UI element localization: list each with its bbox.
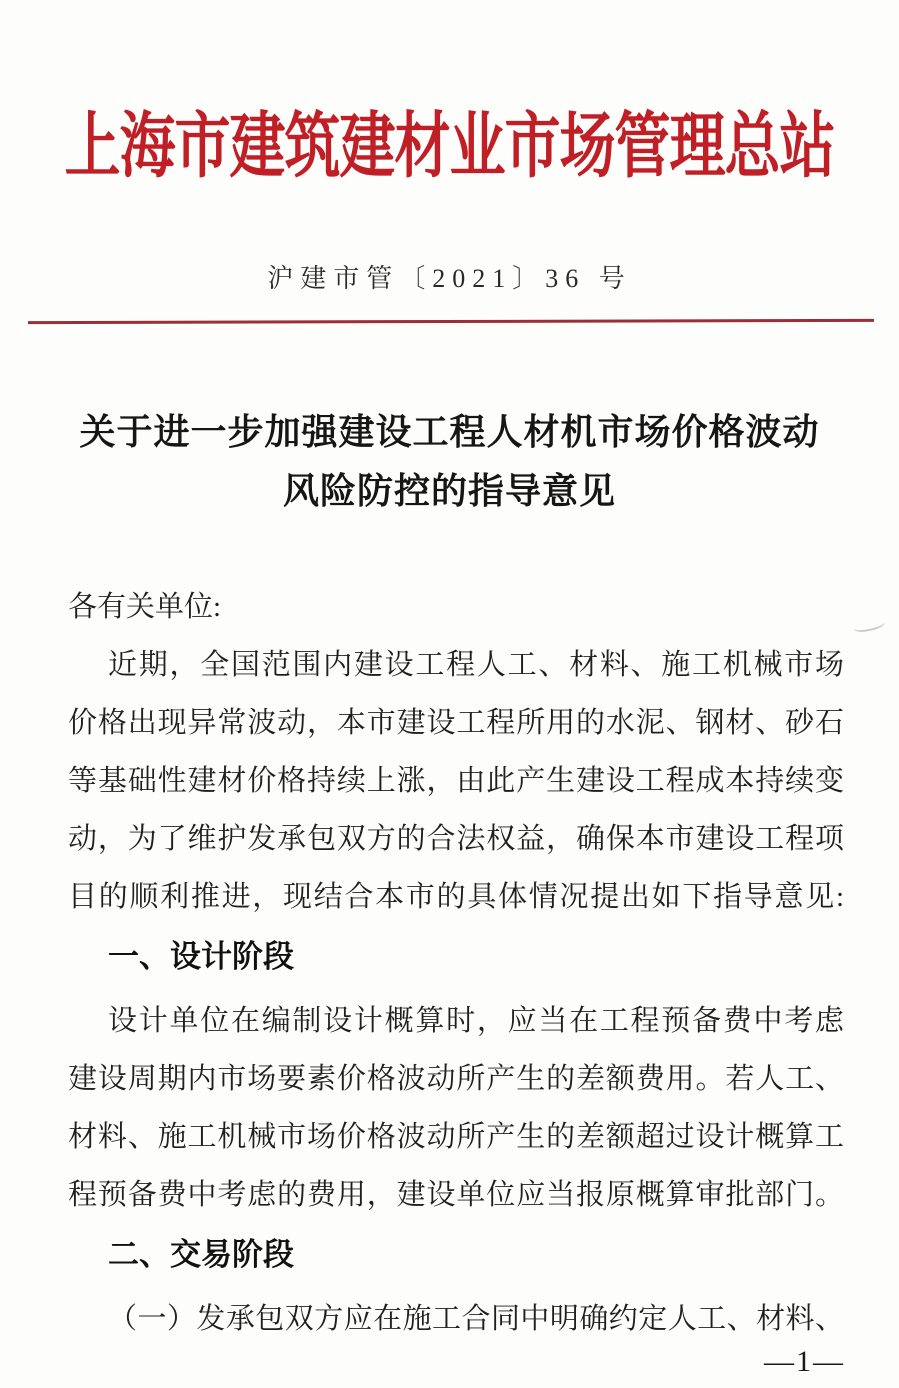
body-line: 建设周期内市场要素价格波动所产生的差额费用。若人工、 — [68, 1063, 844, 1095]
body-line: 材料、施工机械市场价格波动所产生的差额超过设计概算工 — [68, 1121, 844, 1153]
body-line: 设计单位在编制设计概算时，应当在工程预备费中考虑 — [108, 1005, 844, 1037]
document-number: 沪建市管〔2021〕36 号 — [267, 264, 632, 293]
scan-artifact-mark — [852, 617, 886, 634]
body-line: 近期，全国范围内建设工程人工、材料、施工机械市场 — [108, 649, 844, 681]
salutation-line: 各有关单位: — [68, 591, 222, 623]
document-title — [0, 402, 899, 520]
issuing-org-title: 上海市建筑建材业市场管理总站 — [64, 107, 835, 188]
document-body — [68, 578, 844, 1348]
page-number: —1— — [764, 1345, 845, 1378]
body-line: （一）发承包双方应在施工合同中明确约定人工、材料、 — [108, 1303, 844, 1335]
red-divider-rule — [28, 319, 874, 324]
document-title-line-2: 风险防控的指导意见 — [282, 470, 616, 511]
body-line: 动，为了维护发承包双方的合法权益，确保本市建设工程项 — [68, 823, 844, 855]
body-line: 价格出现异常波动，本市建设工程所用的水泥、钢材、砂石 — [68, 707, 844, 739]
body-line: 等基础性建材价格持续上涨，由此产生建设工程成本持续变 — [68, 765, 844, 797]
document-title-line-1: 关于进一步加强建设工程人材机市场价格波动 — [79, 411, 820, 452]
section-heading-design-stage: 一、设计阶段 — [108, 939, 294, 974]
body-line: 程预备费中考虑的费用，建设单位应当报原概算审批部门。 — [68, 1179, 844, 1211]
body-line: 目的顺利推进，现结合本市的具体情况提出如下指导意见: — [68, 881, 844, 913]
section-heading-trade-stage: 二、交易阶段 — [108, 1237, 294, 1272]
